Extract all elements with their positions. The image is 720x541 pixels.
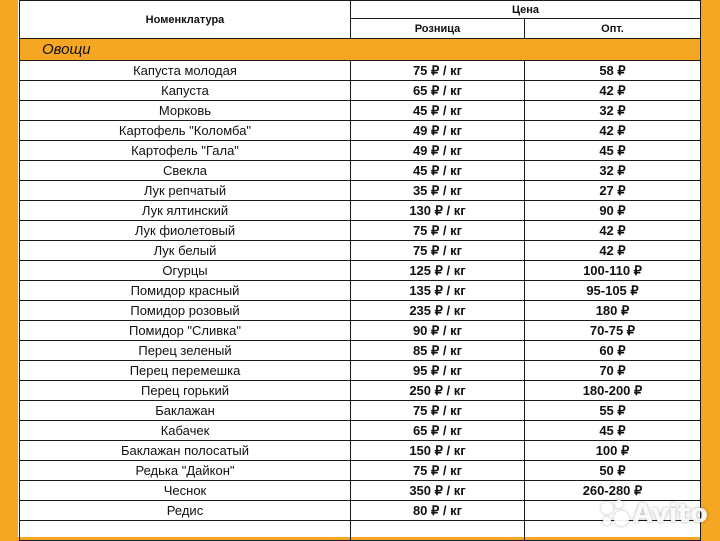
- table-row: [20, 301, 701, 321]
- product-name-cell: Перец горький: [20, 381, 351, 401]
- retail-price-cell: 45 ₽ / кг: [351, 101, 525, 121]
- wholesale-price-cell: 27 ₽: [525, 181, 701, 201]
- wholesale-price-cell: 45 ₽: [525, 421, 701, 441]
- retail-price-cell: 350 ₽ / кг: [351, 481, 525, 501]
- table-row: [20, 441, 701, 461]
- wholesale-price-cell: 58 ₽: [525, 61, 701, 81]
- wholesale-price-cell: 180-200 ₽: [525, 381, 701, 401]
- avito-logo-icon: [599, 499, 629, 529]
- wholesale-price-cell: 100-110 ₽: [525, 261, 701, 281]
- retail-price-cell: 95 ₽ / кг: [351, 361, 525, 381]
- nomenclature-header: Номенклатура: [20, 1, 351, 39]
- wholesale-price-cell: 55 ₽: [525, 401, 701, 421]
- product-name-cell: Помидор "Сливка": [20, 321, 351, 341]
- retail-price-cell: 49 ₽ / кг: [351, 121, 525, 141]
- wholesale-price-cell: 70 ₽: [525, 361, 701, 381]
- product-name-cell: Перец зеленый: [20, 341, 351, 361]
- avito-watermark: [599, 499, 708, 529]
- table-row: [20, 61, 701, 81]
- table-row: [20, 341, 701, 361]
- retail-price-cell: 90 ₽ / кг: [351, 321, 525, 341]
- wholesale-price-cell: 42 ₽: [525, 221, 701, 241]
- product-name-cell: Чеснок: [20, 481, 351, 501]
- retail-price-cell: 85 ₽ / кг: [351, 341, 525, 361]
- product-name-cell: Редька "Дайкон": [20, 461, 351, 481]
- wholesale-price-cell: 70-75 ₽: [525, 321, 701, 341]
- table-row: [20, 381, 701, 401]
- table-row: [20, 461, 701, 481]
- retail-price-cell: 65 ₽ / кг: [351, 421, 525, 441]
- retail-price-cell: 130 ₽ / кг: [351, 201, 525, 221]
- product-name-cell: Лук репчатый: [20, 181, 351, 201]
- wholesale-price-cell: 100 ₽: [525, 441, 701, 461]
- wholesale-price-cell: 32 ₽: [525, 161, 701, 181]
- table-row: [20, 261, 701, 281]
- empty-cell: [351, 521, 525, 541]
- product-name-cell: Лук фиолетовый: [20, 221, 351, 241]
- retail-price-cell: 49 ₽ / кг: [351, 141, 525, 161]
- product-name-cell: Баклажан: [20, 401, 351, 421]
- retail-price-cell: 150 ₽ / кг: [351, 441, 525, 461]
- table-row: [20, 241, 701, 261]
- product-name-cell: Помидор розовый: [20, 301, 351, 321]
- product-name-cell: Картофель "Гала": [20, 141, 351, 161]
- product-name-cell: Капуста: [20, 81, 351, 101]
- retail-price-cell: 65 ₽ / кг: [351, 81, 525, 101]
- table-row: [20, 101, 701, 121]
- table-row: [20, 201, 701, 221]
- product-name-cell: Огурцы: [20, 261, 351, 281]
- retail-price-cell: 125 ₽ / кг: [351, 261, 525, 281]
- retail-price-cell: 45 ₽ / кг: [351, 161, 525, 181]
- retail-price-cell: 75 ₽ / кг: [351, 221, 525, 241]
- retail-price-cell: 35 ₽ / кг: [351, 181, 525, 201]
- watermark-text: Avito: [632, 499, 708, 529]
- wholesale-price-cell: 32 ₽: [525, 101, 701, 121]
- retail-price-cell: 135 ₽ / кг: [351, 281, 525, 301]
- product-name-cell: Морковь: [20, 101, 351, 121]
- table-row: [20, 421, 701, 441]
- wholesale-header: Опт.: [525, 19, 701, 39]
- wholesale-price-cell: 42 ₽: [525, 121, 701, 141]
- wholesale-price-cell: 42 ₽: [525, 241, 701, 261]
- wholesale-price-cell: 90 ₽: [525, 201, 701, 221]
- retail-price-cell: 75 ₽ / кг: [351, 61, 525, 81]
- product-name-cell: Капуста молодая: [20, 61, 351, 81]
- category-row: Овощи: [20, 39, 701, 61]
- product-name-cell: Картофель "Коломба": [20, 121, 351, 141]
- table-row: [20, 81, 701, 101]
- wholesale-price-cell: 95-105 ₽: [525, 281, 701, 301]
- table-row: [20, 181, 701, 201]
- table-row: [20, 321, 701, 341]
- table-row: [20, 361, 701, 381]
- product-name-cell: Кабачек: [20, 421, 351, 441]
- wholesale-price-cell: 60 ₽: [525, 341, 701, 361]
- product-name-cell: Помидор красный: [20, 281, 351, 301]
- retail-price-cell: 75 ₽ / кг: [351, 401, 525, 421]
- product-name-cell: Свекла: [20, 161, 351, 181]
- table-row: [20, 221, 701, 241]
- retail-price-cell: 235 ₽ / кг: [351, 301, 525, 321]
- wholesale-price-cell: 260-280 ₽: [525, 481, 701, 501]
- price-table: [19, 0, 701, 541]
- wholesale-price-cell: 180 ₽: [525, 301, 701, 321]
- empty-cell: [20, 521, 351, 541]
- table-row: [20, 481, 701, 501]
- product-name-cell: Редис: [20, 501, 351, 521]
- wholesale-price-cell: 50 ₽: [525, 461, 701, 481]
- product-name-cell: Лук ялтинский: [20, 201, 351, 221]
- price-sheet: [18, 0, 701, 537]
- product-name-cell: Баклажан полосатый: [20, 441, 351, 461]
- retail-price-cell: 250 ₽ / кг: [351, 381, 525, 401]
- table-row: [20, 121, 701, 141]
- table-row: [20, 281, 701, 301]
- price-header: Цена: [351, 1, 701, 19]
- table-row: [20, 401, 701, 421]
- product-name-cell: Лук белый: [20, 241, 351, 261]
- retail-price-cell: 75 ₽ / кг: [351, 241, 525, 261]
- retail-header: Розница: [351, 19, 525, 39]
- wholesale-price-cell: 42 ₽: [525, 81, 701, 101]
- retail-price-cell: 75 ₽ / кг: [351, 461, 525, 481]
- product-name-cell: Перец перемешка: [20, 361, 351, 381]
- retail-price-cell: 80 ₽ / кг: [351, 501, 525, 521]
- table-row: [20, 141, 701, 161]
- table-row: [20, 161, 701, 181]
- wholesale-price-cell: 45 ₽: [525, 141, 701, 161]
